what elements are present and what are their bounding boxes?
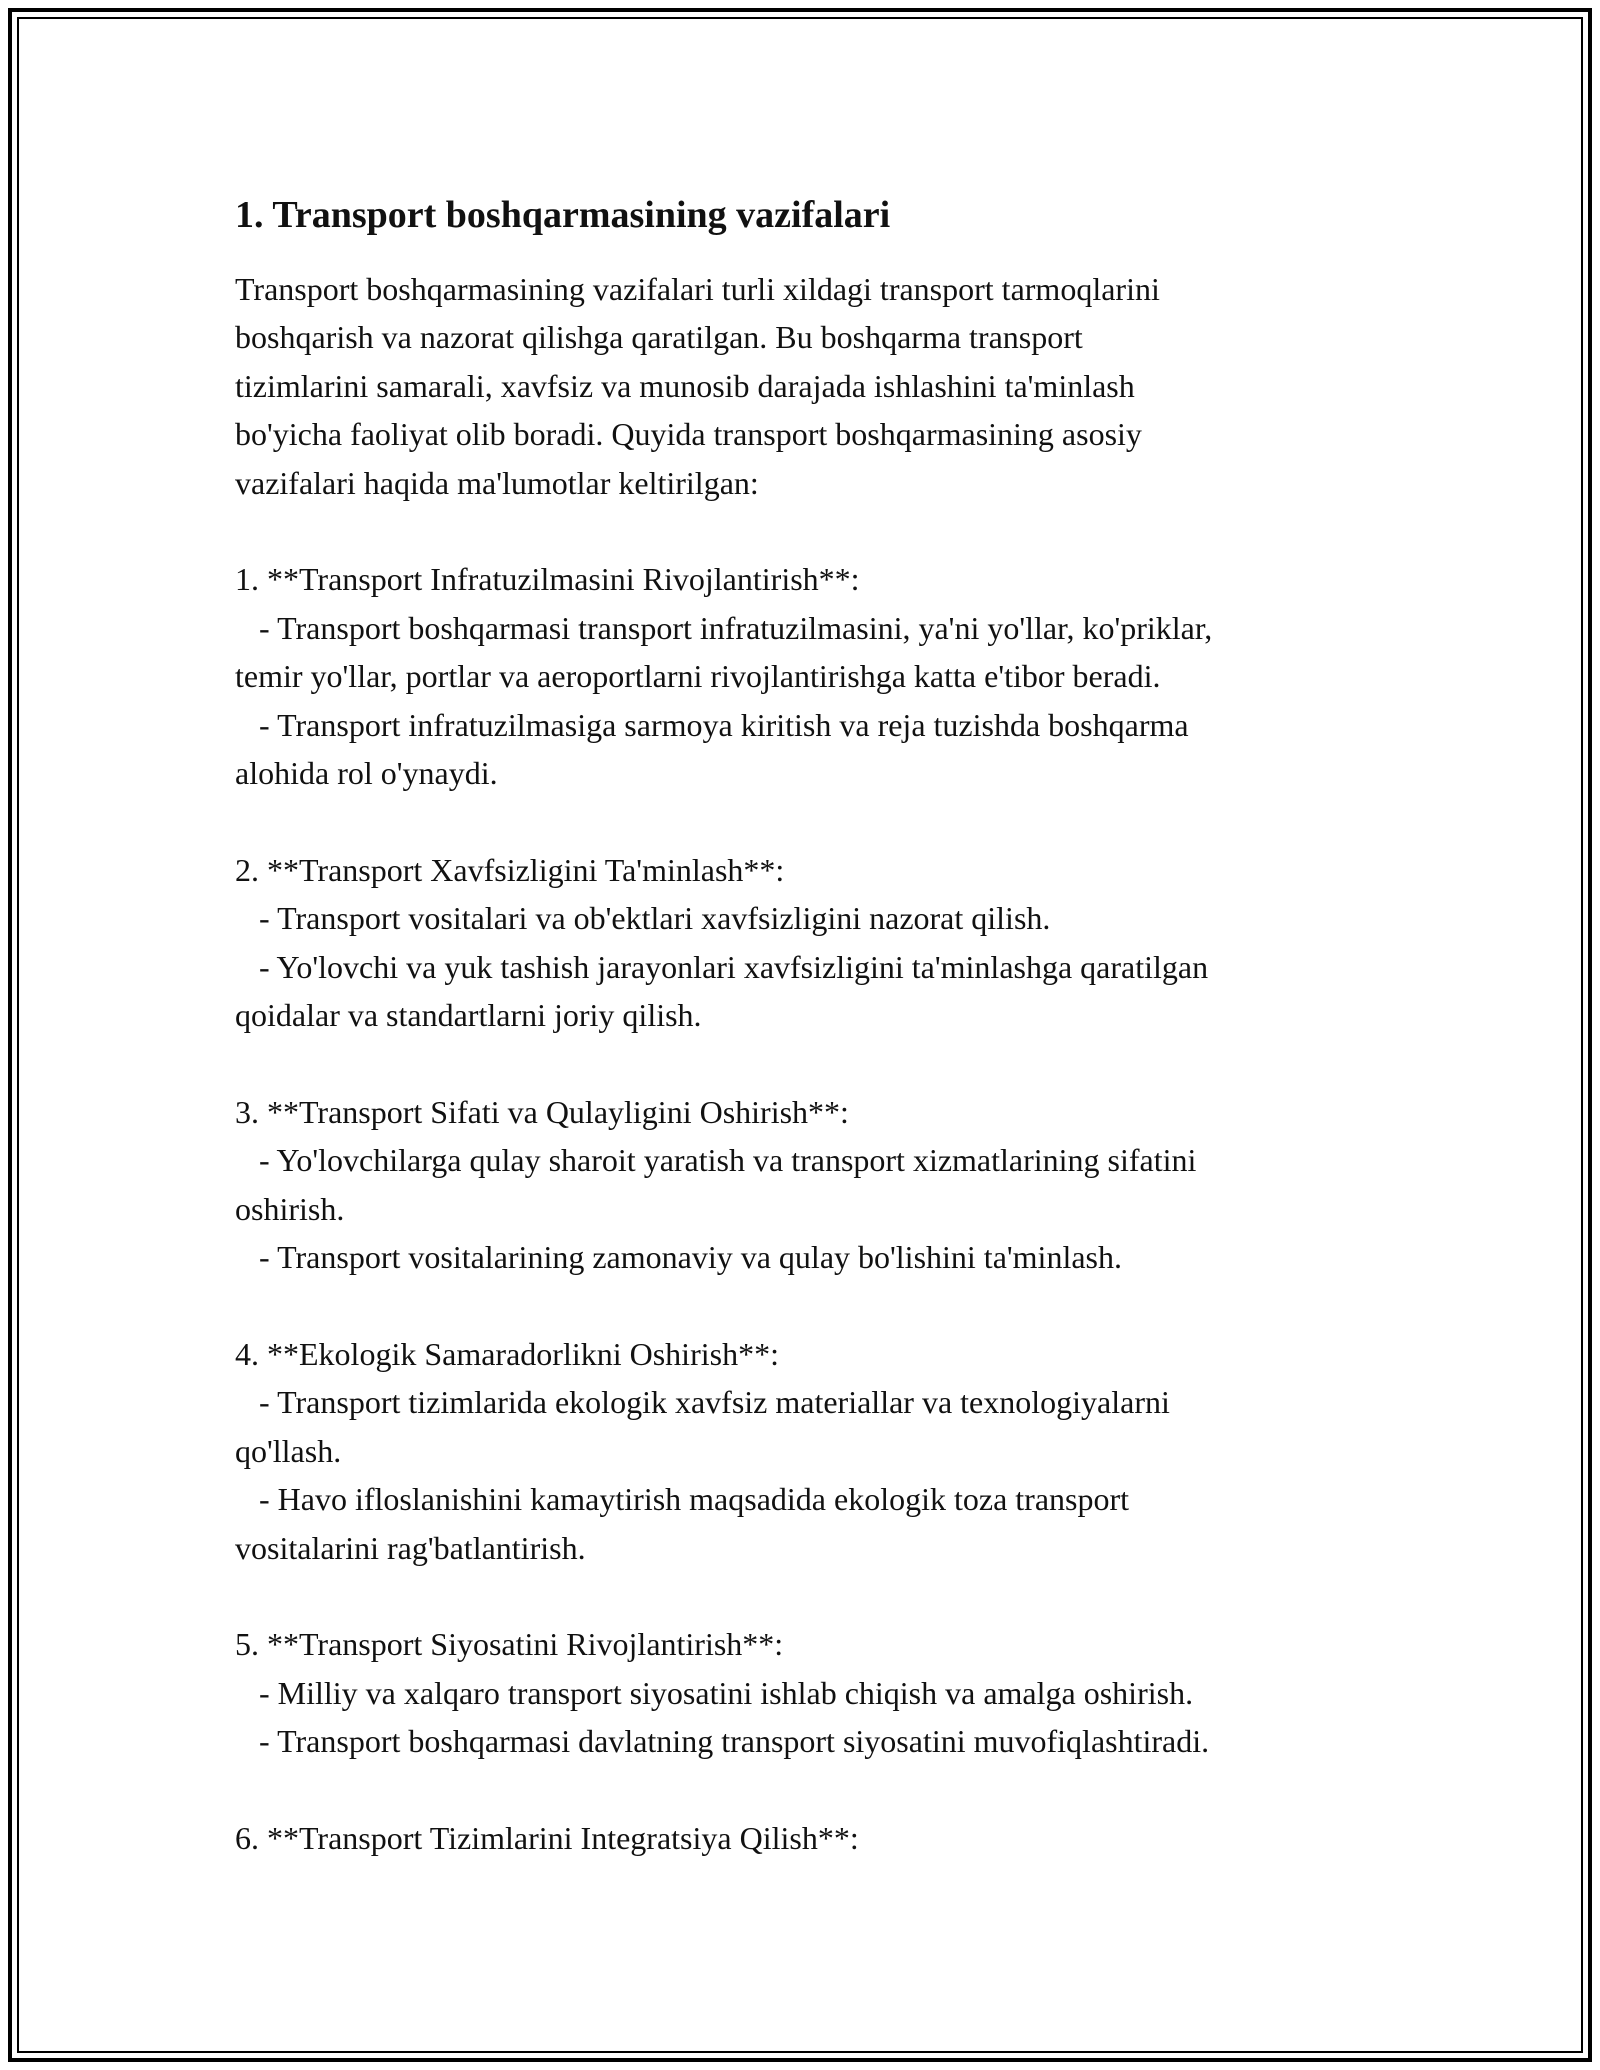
intro-line: Transport boshqarmasining vazifalari turli xildagi transport tarmoqlarini xyxy=(235,271,1160,307)
section-heading: 1. **Transport Infratuzilmasini Rivojlantirish**: xyxy=(235,561,860,598)
section-heading: 2. **Transport Xavfsizligini Ta'minlash**: xyxy=(235,851,785,888)
section-2 xyxy=(235,846,1395,1040)
section-line: - Transport boshqarmasi transport infratuzilmasini, ya'ni yo'llar, ko'priklar, xyxy=(235,609,1213,646)
section-line: qo'llash. xyxy=(235,1432,342,1469)
document-body xyxy=(235,185,1395,1862)
document-title: 1. Transport boshqarmasining vazifalari xyxy=(235,194,891,236)
section-heading: 3. **Transport Sifati va Qulayligini Oshirish**: xyxy=(235,1093,849,1130)
section-heading: 4. **Ekologik Samaradorlikni Oshirish**: xyxy=(235,1335,779,1372)
paragraph-gap xyxy=(235,507,1395,555)
paragraph-gap xyxy=(235,1281,1395,1329)
section-4 xyxy=(235,1330,1395,1572)
section-5 xyxy=(235,1620,1395,1765)
paragraph-gap xyxy=(235,1572,1395,1620)
section-line: - Havo ifloslanishini kamaytirish maqsadida ekologik toza transport xyxy=(235,1481,1130,1518)
section-line: - Milliy va xalqaro transport siyosatini ishlab chiqish va amalga oshirish. xyxy=(235,1674,1194,1711)
section-line: qoidalar va standartlarni joriy qilish. xyxy=(235,997,702,1034)
section-line: temir yo'llar, portlar va aeroportlarni rivojlantirishga katta e'tibor beradi. xyxy=(235,658,1161,695)
section-line: vositalarini rag'batlantirish. xyxy=(235,1529,586,1566)
paragraph-gap xyxy=(235,797,1395,845)
intro-line: boshqarish va nazorat qilishga qaratilgan. Bu boshqarma transport xyxy=(235,319,1083,356)
section-heading: 5. **Transport Siyosatini Rivojlantirish**: xyxy=(235,1626,784,1663)
section-line: - Transport tizimlarida ekologik xavfsiz materiallar va texnologiyalarni xyxy=(235,1384,1170,1421)
section-3 xyxy=(235,1088,1395,1282)
paragraph-gap xyxy=(235,1039,1395,1087)
intro-line: tizimlarini samarali, xavfsiz va munosib darajada ishlashini ta'minlash xyxy=(235,367,1135,404)
intro-line: bo'yicha faoliyat olib boradi. Quyida transport boshqarmasining asosiy xyxy=(235,416,1142,453)
section-line: - Transport boshqarmasi davlatning transport siyosatini muvofiqlashtiradi. xyxy=(235,1723,1210,1760)
section-line: - Transport vositalari va ob'ektlari xavfsizligini nazorat qilish. xyxy=(235,900,1051,937)
paragraph-gap xyxy=(235,1766,1395,1814)
section-line: - Yo'lovchi va yuk tashish jarayonlari xavfsizligini ta'minlashga qaratilgan xyxy=(235,948,1209,985)
section-6 xyxy=(235,1814,1395,1862)
section-line: - Transport infratuzilmasiga sarmoya kiritish va reja tuzishda boshqarma xyxy=(235,706,1189,743)
section-1 xyxy=(235,555,1395,797)
section-line: - Yo'lovchilarga qulay sharoit yaratish va transport xizmatlarining sifatini xyxy=(235,1142,1197,1179)
section-heading: 6. **Transport Tizimlarini Integratsiya Qilish**: xyxy=(235,1819,859,1856)
intro-paragraph xyxy=(235,265,1395,507)
section-line: alohida rol o'ynaydi. xyxy=(235,755,498,792)
intro-line: vazifalari haqida ma'lumotlar keltirilgan: xyxy=(235,464,759,501)
section-line: - Transport vositalarining zamonaviy va qulay bo'lishini ta'minlash. xyxy=(235,1239,1122,1276)
section-line: oshirish. xyxy=(235,1190,345,1227)
